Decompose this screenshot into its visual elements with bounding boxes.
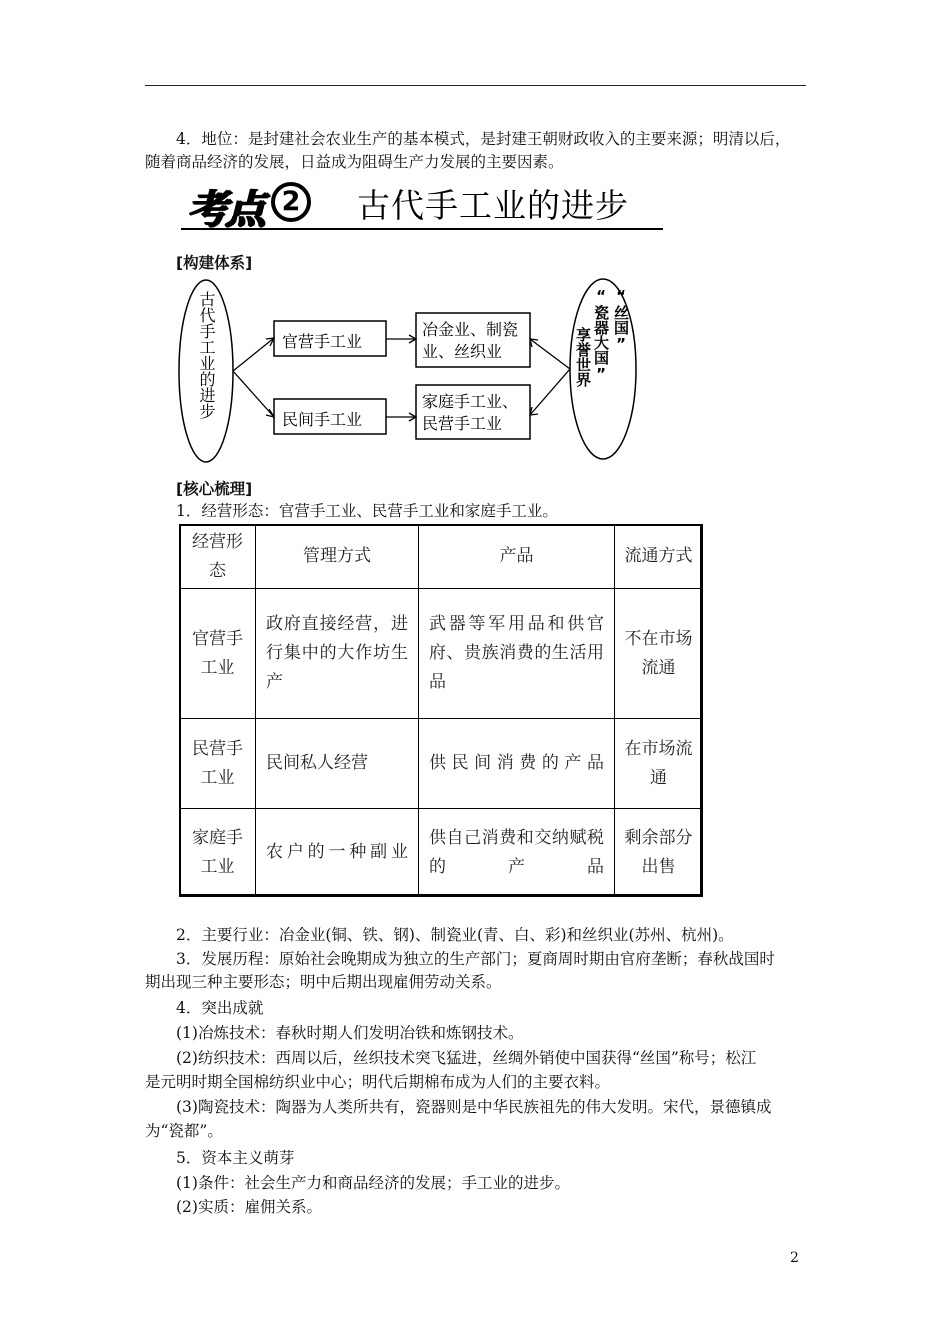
section-label-core: [核心梳理] [176, 480, 253, 498]
diagram-product-bottom [422, 391, 518, 435]
product-top-line1: 冶金业、制瓷 [422, 320, 519, 339]
cell-product: 供民间消费的产品 [419, 719, 615, 809]
product-bottom-line1: 家庭手工业、 [422, 392, 519, 411]
item4-2-line1: (2)纺织技术：西周以后，丝织技术突飞猛进，丝绸外销使中国获得“丝国”称号；松江 [176, 1049, 757, 1067]
cell-form: 民营手工业 [180, 719, 256, 809]
cell-circulation: 剩余部分出售 [615, 809, 703, 897]
kaodian-tag: 考点 [187, 187, 263, 233]
cell-product: 武器等军用品和供官府、贵族消费的生活用品 [419, 589, 615, 719]
kaodian-number: 2 [271, 182, 311, 222]
heading-underline [181, 228, 663, 230]
item4-heading: 4．突出成就 [176, 999, 264, 1017]
item4-3-line2: 为“瓷都”。 [145, 1122, 223, 1140]
section-label-build: [构建体系] [176, 254, 253, 272]
product-bottom-line2: 民营手工业 [422, 414, 503, 433]
cell-form: 家庭手工业 [180, 809, 256, 897]
item2-industries: 2．主要行业：冶金业(铜、铁、钢)、制瓷业(青、白、彩)和丝织业(苏州、杭州)。 [176, 926, 734, 944]
item3-line1: 3．发展历程：原始社会晚期成为独立的生产部门；夏商周时期由官府垄断；春秋战国时 [176, 950, 775, 968]
th-product: 产品 [419, 525, 615, 589]
diagram-official: 官营手工业 [282, 332, 363, 351]
cell-form: 官营手工业 [180, 589, 256, 719]
diagram-right-col1: “丝国” [612, 287, 630, 353]
item1-forms: 1．经营形态：官营手工业、民营手工业和家庭手工业。 [176, 502, 558, 520]
cell-mgmt: 政府直接经营，进行集中的大作坊生产 [256, 589, 419, 719]
cell-circulation: 在市场流通 [615, 719, 703, 809]
item5-heading: 5．资本主义萌芽 [176, 1149, 295, 1167]
item4-1: (1)冶炼技术：春秋时期人们发明冶铁和炼钢技术。 [176, 1024, 524, 1042]
table-row [180, 589, 703, 719]
diagram-root: 古代手工业的进步 [197, 291, 216, 419]
paragraph-status-line1: 4．地位：是封建社会农业生产的基本模式，是封建王朝财政收入的主要来源；明清以后， [176, 130, 791, 148]
header-rule [145, 85, 806, 86]
paragraph-status-line2: 随着商品经济的发展，日益成为阻碍生产力发展的主要因素。 [145, 153, 564, 171]
cell-product: 供自己消费和交纳赋税的产品 [419, 809, 615, 897]
table-row [180, 809, 703, 897]
item5-2: (2)实质：雇佣关系。 [176, 1198, 322, 1216]
cell-circulation: 不在市场流通 [615, 589, 703, 719]
forms-table [179, 524, 703, 897]
item4-2-line2: 是元明时期全国棉纺织业中心；明代后期棉布成为人们的主要衣料。 [145, 1073, 611, 1091]
diagram-folk: 民间手工业 [282, 410, 363, 429]
cell-mgmt: 民间私人经营 [256, 719, 419, 809]
diagram-product-top [422, 319, 518, 363]
table-row [180, 719, 703, 809]
item4-3-line1: (3)陶瓷技术：陶器为人类所共有，瓷器则是中华民族祖先的伟大发明。宋代，景德镇成 [176, 1098, 772, 1116]
product-top-line2: 业、丝织业 [422, 342, 503, 361]
th-form: 经营形态 [180, 525, 256, 589]
th-circulation: 流通方式 [615, 525, 703, 589]
section-title: 古代手工业的进步 [357, 186, 629, 225]
section-heading-banner [181, 174, 663, 231]
page-number: 2 [790, 1250, 799, 1266]
concept-diagram [175, 277, 645, 467]
th-mgmt: 管理方式 [256, 525, 419, 589]
diagram-right-col2: “瓷器大国” [592, 287, 610, 383]
cell-mgmt: 农户的一种副业 [256, 809, 419, 897]
diagram-right-col3: 享誉世界 [574, 327, 592, 387]
table-header-row [180, 525, 703, 589]
item5-1: (1)条件：社会生产力和商品经济的发展；手工业的进步。 [176, 1174, 570, 1192]
item3-line2: 期出现三种主要形态；明中后期出现雇佣劳动关系。 [145, 973, 502, 991]
